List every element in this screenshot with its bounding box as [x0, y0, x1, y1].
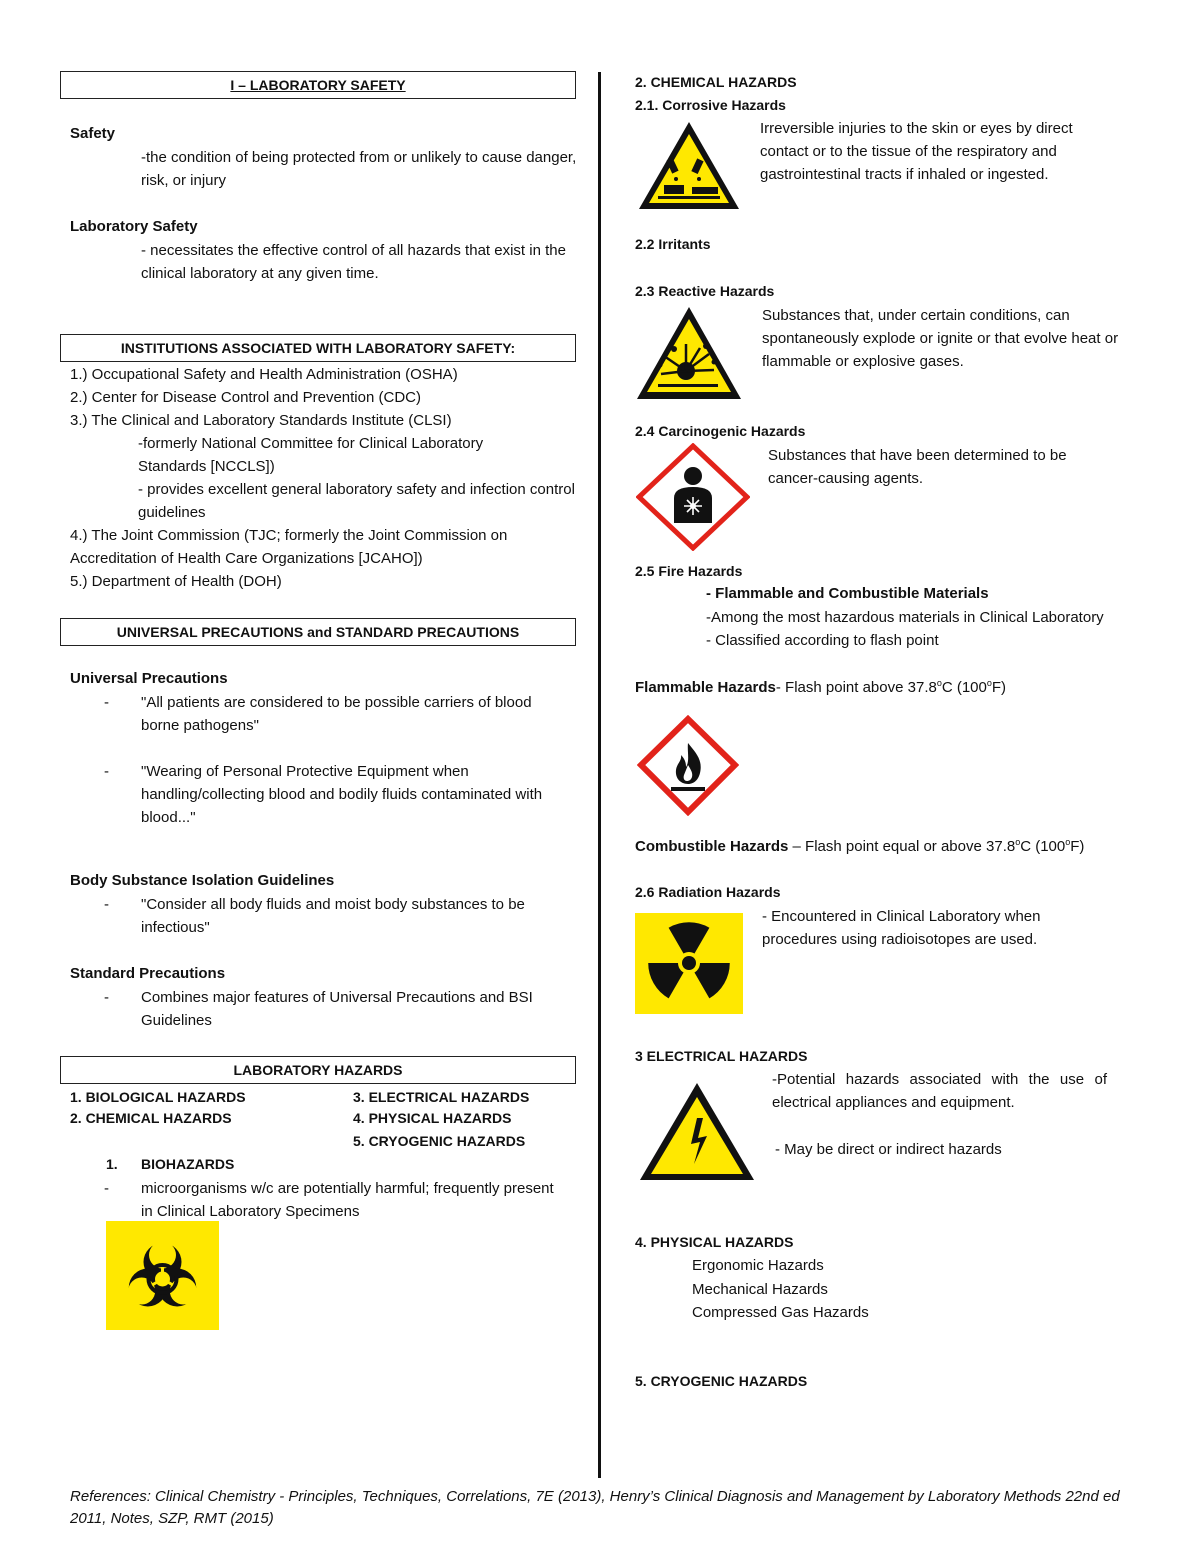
standard-precautions-term: Standard Precautions	[70, 965, 226, 982]
flammable-definition-part: - Flash point above 37.8	[775, 679, 937, 696]
electrical-title: 3 ELECTRICAL HAZARDS	[635, 1048, 808, 1064]
flammable-hazard-icon	[637, 715, 739, 816]
physical-hazard-item: Mechanical Hazards	[692, 1281, 828, 1298]
corrosive-title: 2.1. Corrosive Hazards	[635, 97, 786, 113]
health-hazard-icon	[636, 443, 750, 551]
combustible-definition-part: C (100	[1020, 838, 1066, 855]
institution-item: 2.) Center for Disease Control and Prevention (CDC)	[70, 389, 421, 406]
degree-mark: o	[1065, 837, 1071, 847]
lab-safety-term: Laboratory Safety	[70, 218, 198, 235]
fire-hazard-note: - Classified according to flash point	[706, 632, 939, 649]
physical-title: 4. PHYSICAL HAZARDS	[635, 1234, 794, 1250]
institution-item: 5.) Department of Health (DOH)	[70, 573, 282, 590]
chemical-hazards-title: 2. CHEMICAL HAZARDS	[635, 74, 797, 90]
degree-mark: o	[986, 678, 992, 688]
radiation-title: 2.6 Radiation Hazards	[635, 884, 781, 900]
universal-precautions-term: Universal Precautions	[70, 670, 228, 687]
bsi-term: Body Substance Isolation Guidelines	[70, 872, 335, 889]
universal-precautions-item: "All patients are considered to be possible carriers of blood borne pathogens"	[141, 694, 532, 734]
physical-hazard-item: Compressed Gas Hazards	[692, 1304, 869, 1321]
combustible-hazards-line	[635, 835, 1084, 858]
combustible-term: Combustible Hazards	[635, 838, 789, 855]
institution-subnote: -formerly National Committee for Clinical Laboratory Standards [NCCLS])	[138, 435, 484, 475]
electrical-definition-2: - May be direct or indirect hazards	[775, 1141, 1002, 1158]
institution-subnote: - provides excellent general laboratory safety and infection control guidelines	[138, 481, 575, 521]
radiation-definition: - Encountered in Clinical Laboratory when procedures using radioisotopes are used.	[762, 908, 1041, 948]
radiation-hazard-icon	[635, 913, 743, 1014]
degree-mark: o	[936, 678, 942, 688]
fire-hazard-note: -Among the most hazardous materials in Clinical Laboratory	[706, 609, 1104, 626]
lab-safety-definition: - necessitates the effective control of all hazards that exist in the clinical laboratory at any given time.	[141, 242, 566, 282]
hazard-list-item: 3. ELECTRICAL HAZARDS	[353, 1089, 530, 1105]
hazard-list-item: 4. PHYSICAL HAZARDS	[353, 1110, 512, 1126]
lab-safety-header: I – LABORATORY SAFETY	[60, 71, 576, 99]
institutions-header: INSTITUTIONS ASSOCIATED WITH LABORATORY SAFETY:	[60, 334, 576, 362]
combustible-definition-part: – Flash point equal or above 37.8	[788, 838, 1016, 855]
precautions-header: UNIVERSAL PRECAUTIONS and STANDARD PRECAUTIONS	[60, 618, 576, 646]
combustible-definition-part: F)	[1070, 838, 1085, 855]
bullet-dash: -	[104, 763, 109, 780]
flammable-definition-part: F)	[991, 679, 1007, 696]
reactive-title: 2.3 Reactive Hazards	[635, 283, 775, 299]
lab-hazards-header: LABORATORY HAZARDS	[60, 1056, 576, 1084]
bullet-dash: -	[104, 989, 109, 1006]
hazard-list-item: 5. CRYOGENIC HAZARDS	[353, 1133, 526, 1149]
institution-item: 1.) Occupational Safety and Health Administration (OSHA)	[70, 366, 458, 383]
hazard-list-item: 2. CHEMICAL HAZARDS	[70, 1110, 232, 1126]
biohazard-number: 1.	[106, 1156, 118, 1172]
flammable-definition-part: C (100	[941, 679, 987, 696]
column-divider	[598, 72, 601, 1478]
fire-hazard-note: - Flammable and Combustible Materials	[706, 585, 989, 602]
carcinogenic-definition: Substances that have been determined to be cancer-causing agents.	[768, 447, 1067, 487]
carcinogenic-title: 2.4 Carcinogenic Hazards	[635, 423, 806, 439]
biohazard-title: BIOHAZARDS	[141, 1156, 235, 1172]
reactive-definition: Substances that, under certain conditions, can spontaneously explode or ignite or that evolve heat or flammable or explosive gases.	[762, 307, 1119, 370]
universal-precautions-item: "Wearing of Personal Protective Equipment when handling/collecting blood and bodily fluids contaminated with blood..."	[141, 763, 543, 826]
hazard-list-item: 1. BIOLOGICAL HAZARDS	[70, 1089, 246, 1105]
institution-item: 3.) The Clinical and Laboratory Standards Institute (CLSI)	[70, 412, 452, 429]
references-footer: References: Clinical Chemistry - Principles, Techniques, Correlations, 7E (2013), Henry’s Clinical Diagnosis and Management by Laboratory Methods 22nd ed 2011, Notes, SZP, RMT (2015)	[70, 1488, 1120, 1527]
biohazard-icon	[106, 1221, 219, 1330]
fire-hazards-title: 2.5 Fire Hazards	[635, 563, 743, 579]
flammable-hazards-line	[635, 676, 1006, 699]
corrosive-hazard-icon	[636, 119, 742, 212]
electrical-hazard-icon	[637, 1080, 757, 1183]
explosive-hazard-icon	[634, 304, 744, 402]
safety-definition: -the condition of being protected from or unlikely to cause danger, risk, or injury	[141, 149, 577, 189]
institution-item: 4.) The Joint Commission (TJC; formerly the Joint Commission on Accreditation of Health Care Organizations [JCAHO])	[70, 527, 508, 567]
irritants-title: 2.2 Irritants	[635, 236, 711, 252]
corrosive-definition: Irreversible injuries to the skin or eyes by direct contact or to the tissue of the respiratory and gastrointestinal tracts if inhaled or ingested.	[760, 120, 1073, 183]
electrical-definition: -Potential hazards associated with the use of electrical appliances and equipment.	[772, 1071, 1107, 1111]
bullet-dash: -	[104, 1180, 109, 1197]
bullet-dash: -	[104, 694, 109, 711]
standard-precautions-item: Combines major features of Universal Precautions and BSI Guidelines	[141, 989, 533, 1029]
safety-term: Safety	[70, 125, 116, 142]
bullet-dash: -	[104, 896, 109, 913]
cryogenic-title: 5. CRYOGENIC HAZARDS	[635, 1373, 808, 1389]
biohazard-definition: microorganisms w/c are potentially harmful; frequently present in Clinical Laboratory Specimens	[141, 1180, 554, 1220]
bsi-item: "Consider all body fluids and moist body substances to be infectious"	[141, 896, 525, 936]
degree-mark: o	[1015, 837, 1021, 847]
flammable-term: Flammable Hazards	[635, 679, 776, 696]
physical-hazard-item: Ergonomic Hazards	[692, 1257, 824, 1274]
